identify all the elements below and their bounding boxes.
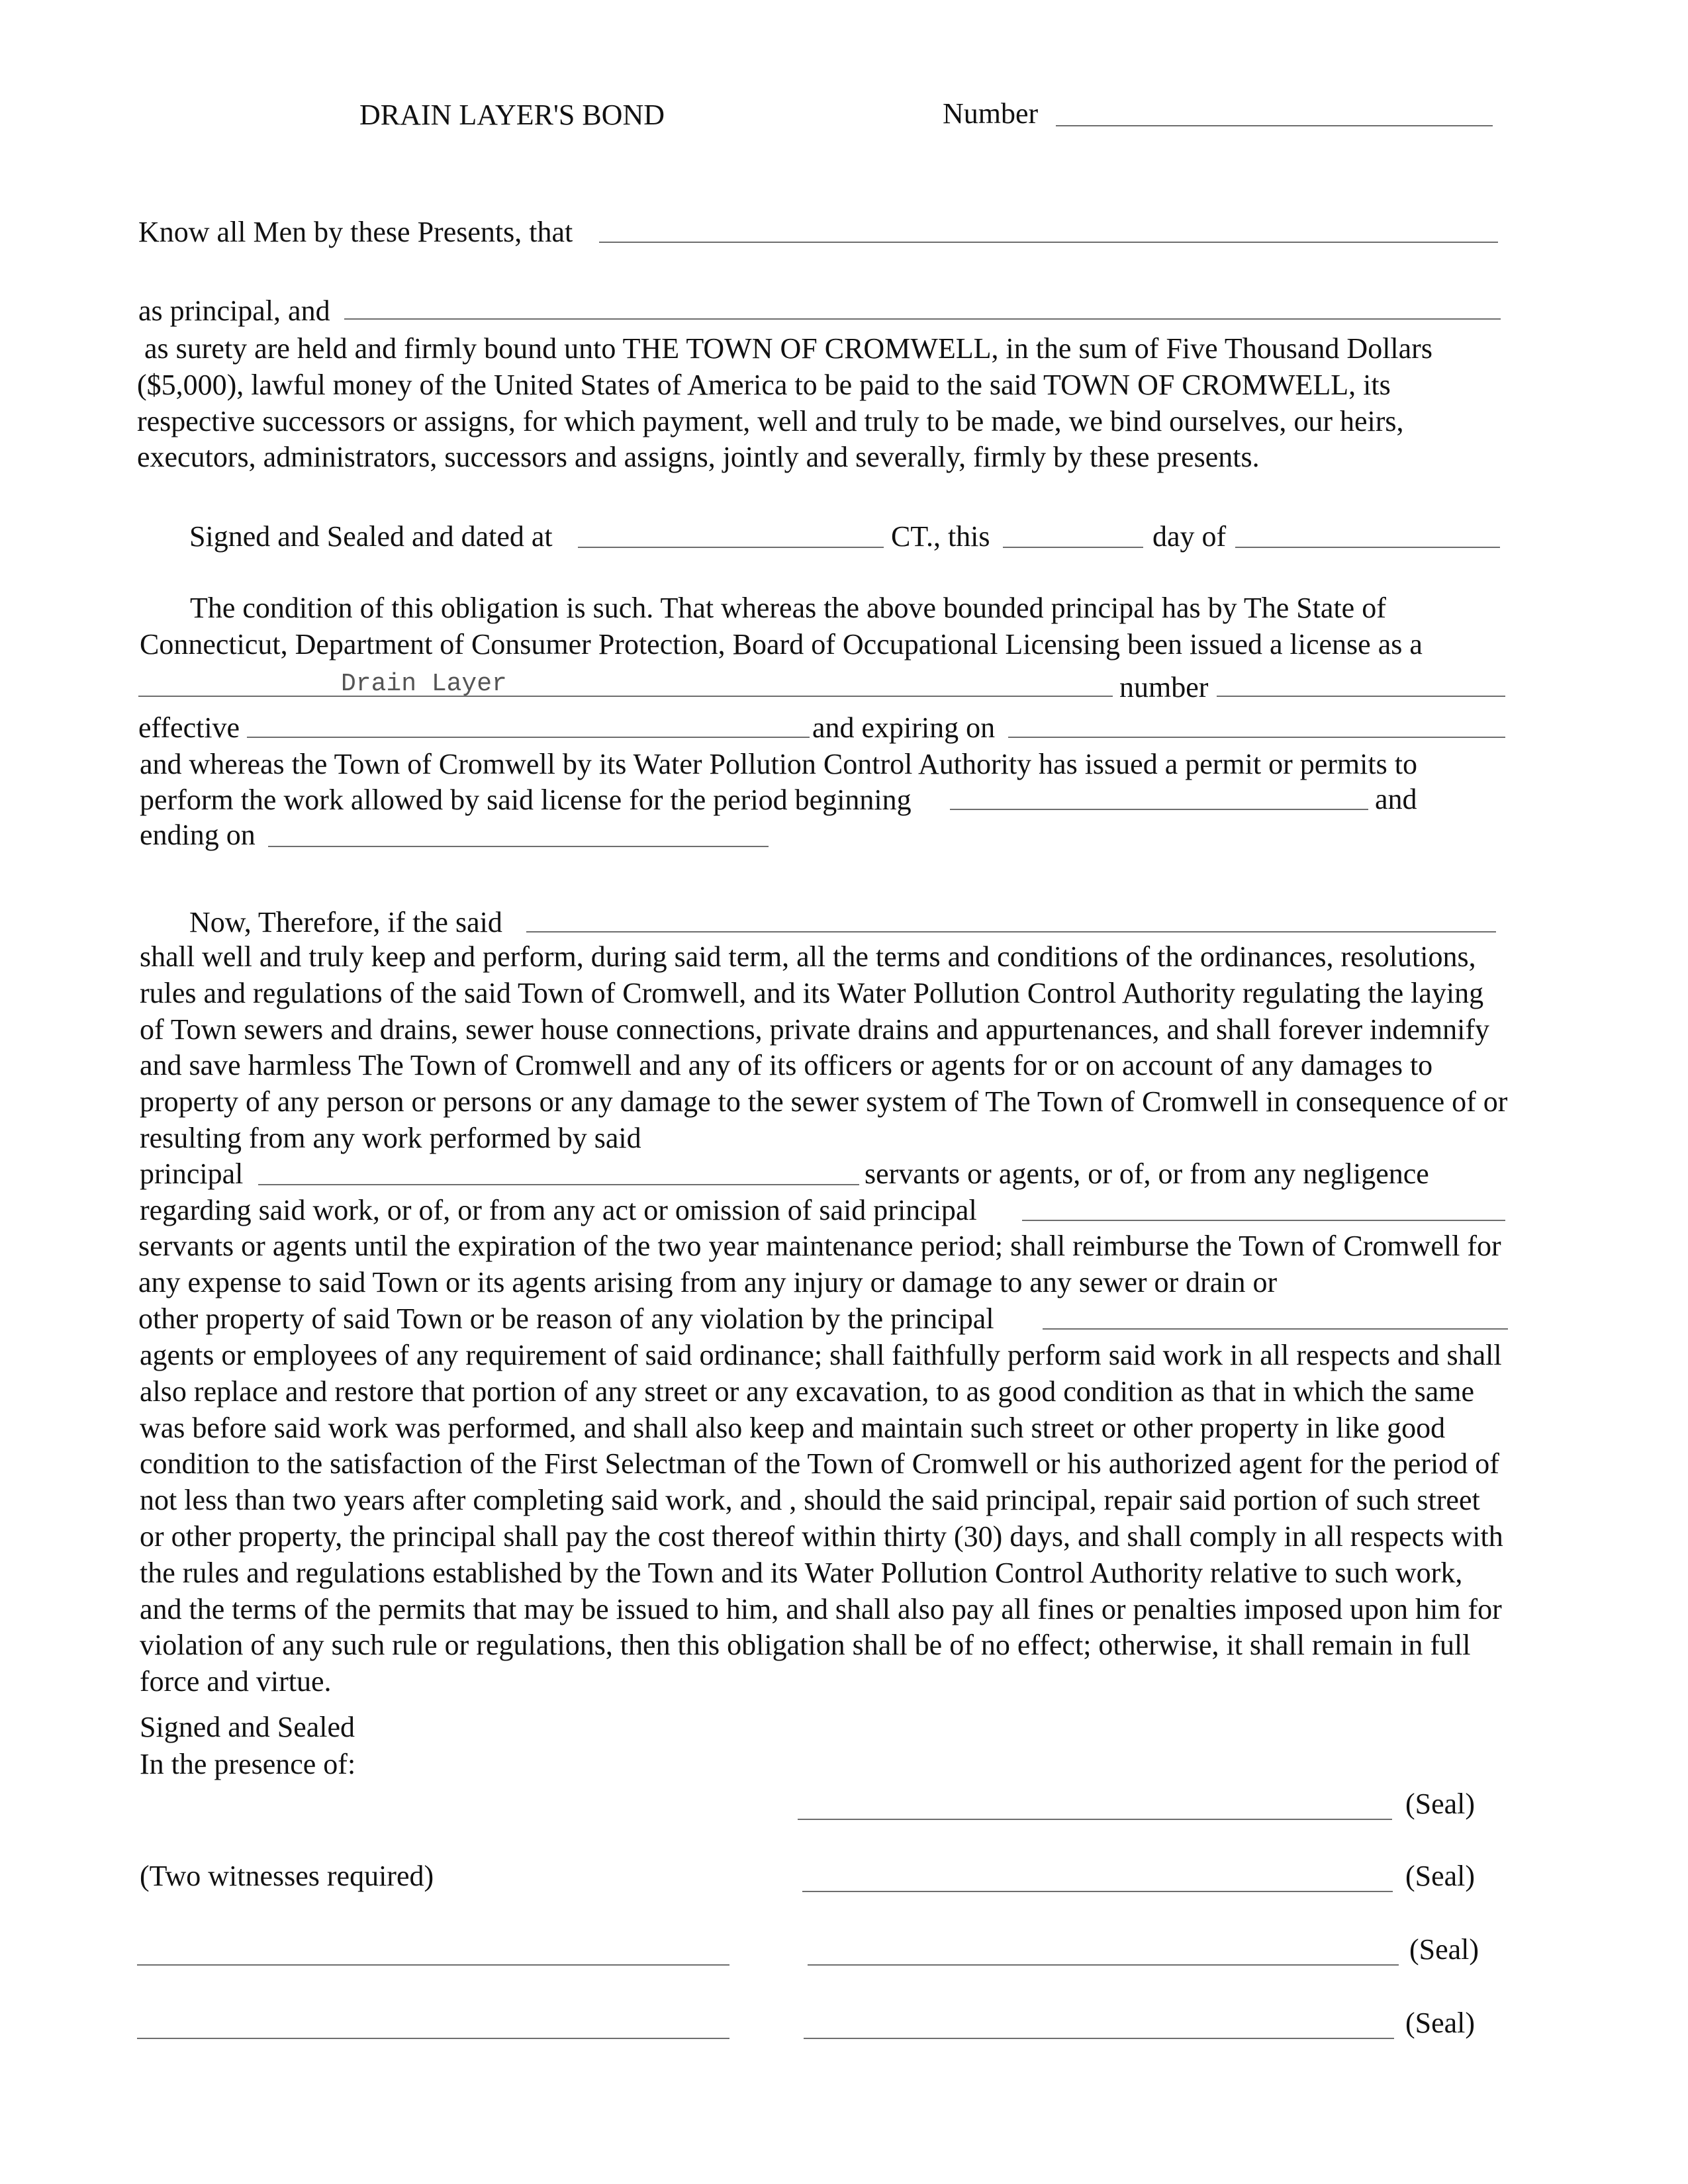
signature-line-3[interactable] bbox=[808, 1964, 1399, 1966]
signed-day-field[interactable] bbox=[1003, 547, 1143, 548]
bond-number-field[interactable] bbox=[1056, 125, 1493, 126]
condition-paragraph: The condition of this obligation is such. That whereas the above bounded principal has by The State of Connecticut, Department of Consumer Protection, Board of Occupational Licensing been issued a license as a bbox=[140, 592, 1423, 660]
know-all-label: Know all Men by these Presents, that bbox=[138, 216, 573, 248]
and-label: and bbox=[1375, 783, 1417, 815]
expiring-date-field[interactable] bbox=[1008, 737, 1505, 738]
servants-agents-label: servants or agents, or of, or from any negligence bbox=[865, 1158, 1429, 1190]
number-label: Number bbox=[943, 97, 1039, 130]
signed-sealed-label: Signed and Sealed bbox=[140, 1711, 355, 1743]
therefore-paragraph-2: servants or agents until the expiration of the two year maintenance period; shall reimburse the Town of Cromwell for any expense to said Town or its agents arising from any injury or damage to any sewer or drain or bbox=[138, 1230, 1501, 1298]
principal-servants-field[interactable] bbox=[258, 1184, 859, 1185]
two-witnesses-label: (Two witnesses required) bbox=[140, 1860, 434, 1892]
now-therefore-label: Now, Therefore, if the said bbox=[189, 906, 502, 938]
signed-at-label: Signed and Sealed and dated at bbox=[189, 520, 553, 553]
signed-month-field[interactable] bbox=[1235, 547, 1500, 548]
day-of-label: day of bbox=[1152, 520, 1227, 553]
ct-this-label: CT., this bbox=[891, 520, 990, 553]
signature-line-2[interactable] bbox=[802, 1891, 1393, 1892]
permit-begin-field[interactable] bbox=[950, 809, 1368, 810]
therefore-paragraph-3: agents or employees of any requirement of said ordinance; shall faithfully perform said work in all respects and shall also replace and restore that portion of any street or any excavation, to as good condition as that in which the same was before said work was performed, and shall also keep and maintain such street or other property in like good condition to the satisfaction of the First Selectman of the Town of Cromwell or his authorized agent for the period of not less than two years after completing said work, and , should the said principal, repair said portion of such street or other property, the principal shall pay the cost thereof within thirty (30) days, and shall comply in all respects with the rules and regulations established by the Town and its Water Pollution Control Authority relative to such work, and the terms of the permits that may be issued to him, and shall also pay all fines or penalties imposed upon him for violation of any such rule or regulations, then this obligation shall be of no effect; otherwise, it shall remain in full force and virtue. bbox=[140, 1339, 1503, 1698]
license-number-label: number bbox=[1119, 671, 1209, 704]
signed-location-field[interactable] bbox=[578, 547, 884, 548]
document-title: DRAIN LAYER'S BOND bbox=[359, 99, 665, 131]
expiring-label: and expiring on bbox=[812, 711, 996, 744]
witness-line-2[interactable] bbox=[137, 2038, 729, 2039]
effective-label: effective bbox=[138, 711, 240, 744]
regarding-label: regarding said work, or of, or from any act or omission of said principal bbox=[140, 1194, 977, 1226]
signature-line-4[interactable] bbox=[804, 2038, 1394, 2039]
surety-paragraph: as surety are held and firmly bound unto THE TOWN OF CROMWELL, in the sum of Five Thousand Dollars ($5,000), lawful money of the United States of America to be paid to the said TOWN OF CROMWELL, its respective successors or assigns, for which payment, well and truly to be made, we bind ourselves, our heirs, executors, administrators, successors and assigns, jointly and severally, firmly by these presents. bbox=[137, 332, 1432, 474]
ending-label: ending on bbox=[140, 819, 256, 851]
signature-line-1[interactable] bbox=[798, 1819, 1392, 1820]
principal-and-label: as principal, and bbox=[138, 295, 330, 327]
seal-label-3: (Seal) bbox=[1409, 1933, 1479, 1966]
whereas-line-1: and whereas the Town of Cromwell by its Water Pollution Control Authority has issued a permit or permits to bbox=[140, 748, 1417, 780]
said-principal-field[interactable] bbox=[526, 931, 1496, 933]
principal-omission-field[interactable] bbox=[1022, 1220, 1505, 1221]
principal-label: principal bbox=[140, 1158, 244, 1190]
license-type-value: Drain Layer bbox=[341, 670, 507, 698]
seal-label-4: (Seal) bbox=[1405, 2007, 1476, 2039]
principal-violation-field[interactable] bbox=[1043, 1328, 1508, 1330]
presence-of-label: In the presence of: bbox=[140, 1748, 356, 1780]
principal-name-field[interactable] bbox=[599, 242, 1498, 243]
seal-label-1: (Seal) bbox=[1405, 1788, 1476, 1820]
license-type-field[interactable] bbox=[138, 696, 1113, 697]
witness-line-1[interactable] bbox=[137, 1964, 729, 1966]
permit-end-field[interactable] bbox=[268, 846, 769, 847]
therefore-paragraph-1: shall well and truly keep and perform, during said term, all the terms and conditions of the ordinances, resolutions, rules and regulations of the said Town of Cromwell, and its Water Pollution Control Authority regulating the laying of Town sewers and drains, sewer house connections, private drains and appurtenances, and shall forever indemnify and save harmless The Town of Cromwell and any of its officers or agents for or on account of any damages to property of any person or persons or any damage to the sewer system of The Town of Cromwell in consequence of or resulting from any work performed by said bbox=[140, 940, 1508, 1154]
seal-label-2: (Seal) bbox=[1405, 1860, 1476, 1892]
whereas-line-2: perform the work allowed by said license for the period beginning bbox=[140, 784, 912, 816]
surety-name-field[interactable] bbox=[344, 318, 1501, 320]
other-property-label: other property of said Town or be reason of any violation by the principal bbox=[138, 1302, 994, 1335]
effective-date-field[interactable] bbox=[247, 737, 810, 738]
license-number-field[interactable] bbox=[1217, 696, 1505, 697]
